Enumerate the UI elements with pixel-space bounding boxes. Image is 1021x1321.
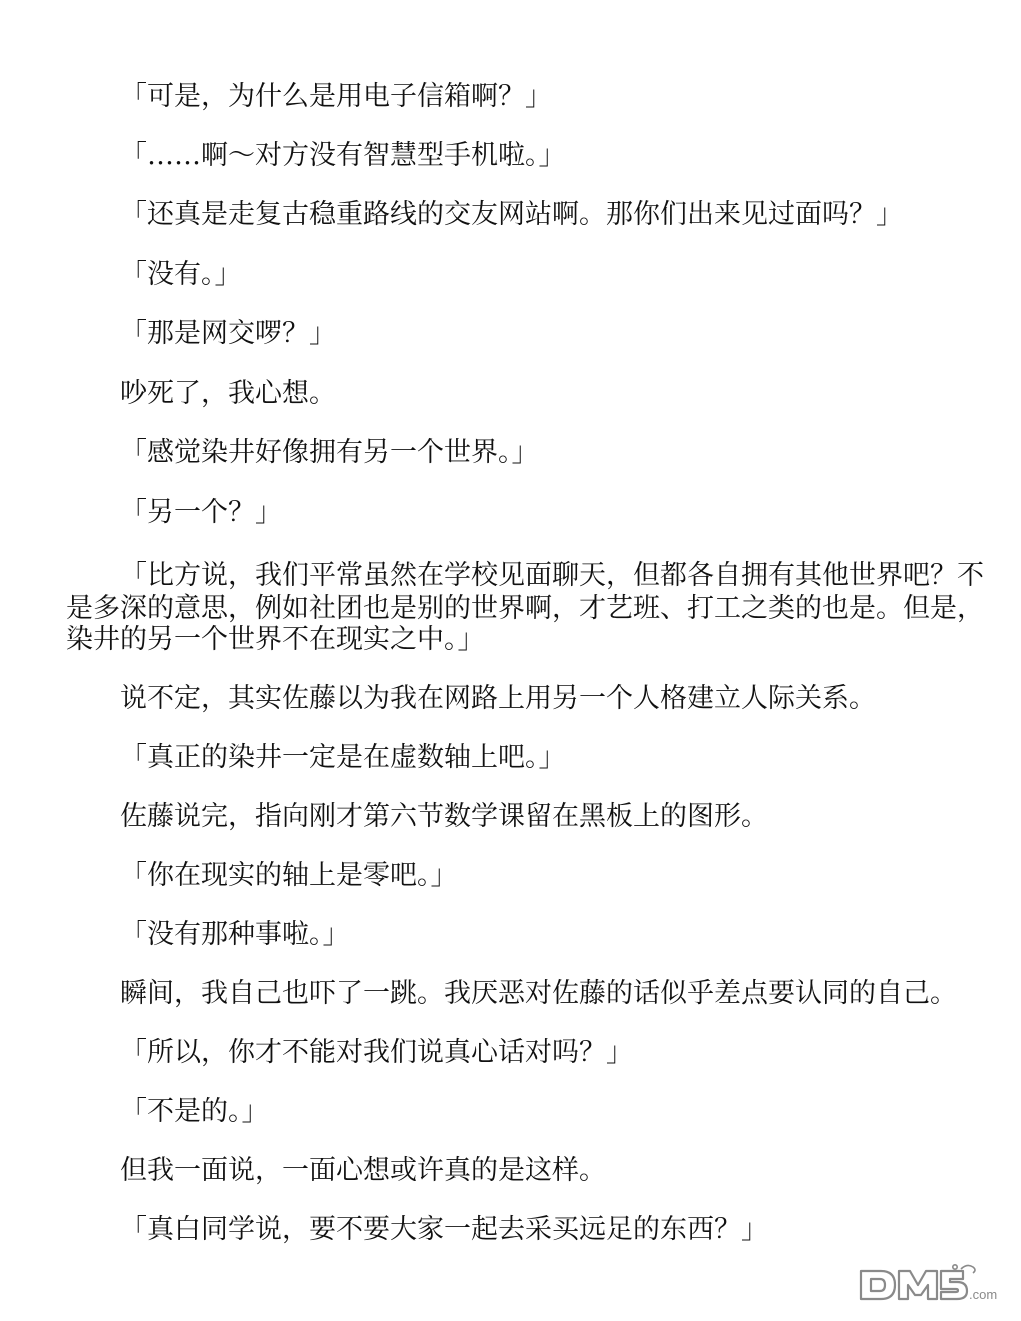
paragraph: 「……啊～对方没有智慧型手机啦。」 [120, 140, 566, 171]
svg-text:.com: .com [969, 1287, 998, 1302]
paragraph-line: 「比方说，我们平常虽然在学校见面聊天，但都各自拥有其他世界吧？不 [120, 560, 984, 591]
paragraph: 「可是，为什么是用电子信箱啊？」 [120, 81, 552, 112]
paragraph: 「那是网交啰？」 [120, 318, 336, 349]
paragraph-line: 是多深的意思，例如社团也是别的世界啊，才艺班、打工之类的也是。但是， [66, 593, 984, 624]
paragraph: 「真白同学说，要不要大家一起去采买远足的东西？」 [120, 1214, 768, 1245]
paragraph: 「感觉染井好像拥有另一个世界。」 [120, 437, 539, 468]
paragraph: 「还真是走复古稳重路线的交友网站啊。那你们出来见过面吗？」 [120, 199, 903, 230]
paragraph: 说不定，其实佐藤以为我在网路上用另一个人格建立人际关系。 [120, 683, 876, 714]
paragraph: 「不是的。」 [120, 1096, 269, 1127]
paragraph: 「没有那种事啦。」 [120, 919, 350, 950]
paragraph: 瞬间，我自己也吓了一跳。我厌恶对佐藤的话似乎差点要认同的自己。 [120, 978, 957, 1009]
paragraph: 「另一个？」 [120, 497, 282, 528]
paragraph: 但我一面说，一面心想或许真的是这样。 [120, 1155, 606, 1186]
paragraph: 「没有。」 [120, 259, 242, 290]
paragraph-line: 染井的另一个世界不在现实之中。」 [66, 624, 485, 655]
paragraph: 「你在现实的轴上是零吧。」 [120, 860, 458, 891]
paragraph: 吵死了，我心想。 [120, 378, 336, 409]
paragraph: 佐藤说完，指向刚才第六节数学课留在黑板上的图形。 [120, 801, 768, 832]
paragraph: 「所以，你才不能对我们说真心话对吗？」 [120, 1037, 633, 1068]
dm5-watermark-logo [857, 1261, 1007, 1307]
paragraph: 「真正的染井一定是在虚数轴上吧。」 [120, 742, 566, 773]
